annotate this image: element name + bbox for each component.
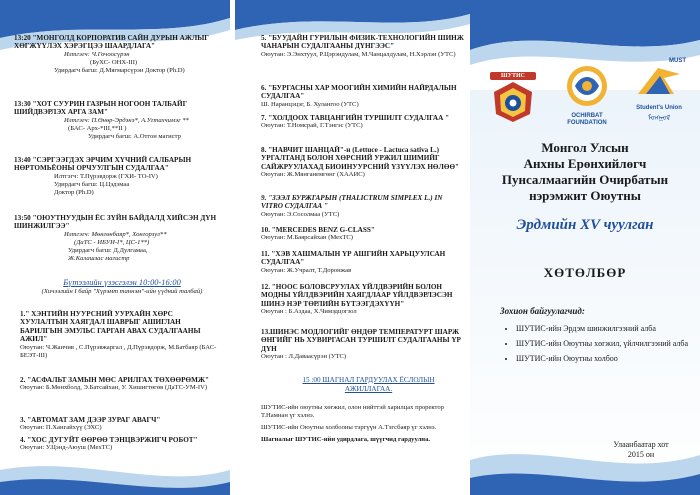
session-3-title: 13:40 "СЭРГЭЭГДЭХ ЭРЧИМ ХҮЧНИЙ САЛБАРЫН НӨРТОМЬЁОНЫ ОРЧУУЛГЫН СУДАЛГАА" bbox=[14, 156, 192, 173]
session-4-title: 13:50 "ОЮУТНУУДЫН ЁС ЗҮЙН БАЙДАЛД ХИЙСЭН ДҮН ШИНЖИЛГЭЭ" bbox=[14, 214, 217, 231]
title-line-3: Пунсалмаагийн Очирбатын bbox=[501, 172, 669, 187]
project-4-students: Оюутан: У.Цэнд-Аюуш (МехТС) bbox=[20, 444, 113, 452]
note-2: ШУТИС-ийн Оюутны холбооны тэргүүн А.Тэгсбаяр үг хэлнэ. bbox=[261, 424, 437, 431]
left-panel bbox=[0, 0, 230, 495]
session-1-org: (БуХС- ОНХ-III) bbox=[90, 58, 138, 66]
project-3 bbox=[20, 416, 222, 432]
organizer-3: • ШУТИС-ийн Оюутны холбоо bbox=[516, 354, 692, 364]
session-4-org: (ДаТС - ИБУИ-I*, ЦС-1**) bbox=[74, 238, 150, 246]
program-heading bbox=[478, 264, 692, 282]
project-13-students: Оюутан : Л.Даваасүрэн (УТС) bbox=[261, 353, 347, 361]
project-2 bbox=[20, 376, 222, 392]
footer bbox=[590, 440, 692, 460]
union-icon bbox=[634, 64, 684, 100]
project-3-students: Оюутан: П.Хангайхүү (ЭХС) bbox=[20, 424, 102, 432]
year: 2015 он bbox=[627, 450, 655, 459]
mongol-script-icon: ᠮᠣᠩᠭᠣᠯ bbox=[647, 114, 671, 122]
session-4-advisor: Удирдагч багш: Д.Дулгамаа, bbox=[68, 246, 148, 254]
session-2-presenter: Илтгэгч: П.Өнөр-Эрдэнэ*, А.Угтахчимэг ** bbox=[64, 116, 189, 124]
project-4-title: 4. "ХОС ДУГУЙТ ӨӨРӨӨ ТЭНЦВЭРЖИГЧ РОБОТ" bbox=[20, 436, 198, 444]
project-5 bbox=[261, 34, 466, 59]
cover-panel bbox=[470, 0, 700, 495]
session-1-presenter: Илтгэгч: Ч.Гочоосүрэн bbox=[64, 50, 130, 58]
project-13 bbox=[261, 328, 466, 361]
organizers bbox=[500, 306, 692, 364]
conference-name: Эрдмийн XV чуулган bbox=[516, 217, 654, 233]
emblem-icon bbox=[490, 80, 536, 124]
project-11-students: Оюутан: Ж.Учралт, Т.Доронжав bbox=[261, 266, 352, 274]
session-4-advisor-2: Ж.Калашзас магистр bbox=[68, 254, 130, 262]
organizer-1: • ШУТИС-ийн Эрдэм шинжилгээний алба bbox=[516, 324, 692, 334]
project-11 bbox=[261, 250, 466, 275]
project-8-students: Оюутан: Ж.Мянганемгөнг (ХААИС) bbox=[261, 171, 365, 179]
project-4 bbox=[20, 436, 222, 452]
project-6-students: Ш. Наранцэцэг, Б. Хулангоо (УТС) bbox=[261, 100, 359, 108]
session-1 bbox=[14, 34, 224, 75]
project-1-title: 1." ХЭНТИЙН НУУРСНИЙ УУРХАЙН ХӨРС ХУУЛАЛТЫН ХАЯГДАЛ ШАВРЫГ АШИГЛАН БАРИЛГЫН ЭМУЛЬС ГАРГАН АВАХ СУДАЛГААНЫ АЖИЛ" bbox=[20, 310, 201, 344]
foundation-icon bbox=[565, 64, 609, 108]
note-3: Шагналыг ШУТИС-ийн удирдлага, шүүгчид гардуулна. bbox=[261, 436, 431, 443]
project-3-title: 3. "АВТОМАТ ЗАМ ДЭЭР ЗУРАГ АВАГЧ" bbox=[20, 416, 161, 424]
title-line-1: Монгол Улсын bbox=[541, 140, 629, 155]
logo-1-label: ШУТИС bbox=[490, 72, 536, 80]
exhibition-heading: Бүтээлийн үзэсгэлэн 10:00-16:00 bbox=[63, 278, 181, 287]
project-10-title: 10. "MERCEDES BENZ G-CLASS" bbox=[261, 226, 375, 234]
session-4-presenter: Илтгэгч: Мөнгөнбаяр*, Хонгорзул** bbox=[64, 230, 167, 238]
award-ceremony bbox=[279, 376, 458, 394]
session-3-degree: Доктор (Ph.D) bbox=[54, 188, 94, 196]
project-1 bbox=[20, 310, 222, 360]
session-2 bbox=[14, 100, 224, 141]
session-3-presenter: Илтгэгч: Т.Пүрэвдорж (ГХИ- ТО-IV) bbox=[54, 172, 158, 180]
project-13-title: 13.ШИНЭС МОДЛОГИЙГ ӨНДӨР ТЕМПЕРАТУРТ ШАРЖ ӨНГИЙГ НЬ ХУВИРГАСАН ТУРШИЛТ СУДАЛГААНЫ ҮР ДҮН bbox=[261, 328, 461, 353]
ochirbat-foundation-logo bbox=[552, 64, 622, 127]
exhibition-block bbox=[20, 278, 224, 296]
exhibition-note: (Хичээлийн I байр "Хүрэмт таннэм"-ийн үүдний талбай) bbox=[41, 288, 203, 295]
session-1-title: 13:20 "МОНГОЛД КОРПОРАТИВ САЙН ДУРЫН АЖЛЫГ ХӨГЖҮҮЛЭХ ХЭРЭГЦЭЭ ШААРДЛАГА" bbox=[14, 34, 209, 51]
project-7 bbox=[261, 114, 466, 130]
project-7-title: 7. "ХОЛДООХ ТАВЦАНГИЙН ТУРШИЛТ СУДАЛГАА " bbox=[261, 114, 450, 122]
project-12 bbox=[261, 283, 466, 316]
note-1: ШУТИС-ийн оюутны хөгжил, олон нийттэй харилцах проректор Т.Намнан үг хэлнэ. bbox=[261, 404, 444, 419]
project-6-title: 6. "БУРГАСНЫ ХАР МООГИЙН ХИМИЙН НАЙРДАЛЫН СУДАЛГАА" bbox=[261, 84, 457, 101]
project-5-title: 5. "БУУДАЙН ГУРИЛЫН ФИЗИК-ТЕХНОЛОГИЙН ШИНЖ ЧАНАРЫН СУДАЛГААНЫ ДҮНГЭЭС" bbox=[261, 34, 464, 51]
project-10 bbox=[261, 226, 466, 242]
organizers-label: Зохион байгуулагчид: bbox=[500, 306, 585, 316]
cover-title bbox=[478, 140, 692, 204]
logo-3-line-2: Student's Union bbox=[636, 105, 682, 111]
project-12-students: Оюутан : Б.Аздаа, Х.Чимэдцогзол bbox=[261, 308, 357, 316]
program-label: ХӨТӨЛБӨР bbox=[543, 265, 627, 280]
project-2-title: 2. "АСФАЛЬТ ЗАМЫН МӨС АРИЛГАХ ТӨХӨӨРӨМЖ" bbox=[20, 376, 209, 384]
project-12-title: 12. "НООС БОЛОВСРУУЛАХ ҮЙЛДВЭРИЙН БОЛОН МОДНЫ ҮЙЛДВЭРИЙН ХАЯГДЛААР ҮЙЛДВЭРЛЭСЭН ШИНЭ НЭР ТӨРЛИЙН БҮТЭЭГДЭХҮҮН" bbox=[261, 283, 453, 308]
session-1-advisor: Удирдагч багш: Д.Мягмарсүрэн Доктор (Ph.D) bbox=[54, 66, 185, 74]
project-8 bbox=[261, 146, 466, 179]
students-union-logo bbox=[624, 58, 694, 123]
organizer-2: • ШУТИС-ийн Оюутны хөгжил, үйлчилгээний алба bbox=[516, 339, 692, 349]
session-2-advisor: Удирдагч багш: А.Отгон магистр bbox=[88, 132, 181, 140]
session-3 bbox=[14, 156, 224, 197]
award-heading: 15 :00 ШАГНАЛ ГАРДУУЛАХ ЁСЛОЛЫН АЖИЛЛАГАА. bbox=[302, 376, 435, 393]
project-7-students: Оюутан: Т.Номсрай, Г.Тэнгэс (УТС) bbox=[261, 122, 363, 130]
city: Улаанбаатар хот bbox=[613, 440, 669, 449]
project-9-title: 9. "ЗЭЭЛ БУРЖГАРЫН (THALICTRUM SIMPLEX L.) IN VITRO СУДАЛГАА " bbox=[261, 194, 443, 211]
title-line-4: нэрэмжит Оюутны bbox=[529, 188, 641, 203]
logo-2-line-1: OCHIRBAT bbox=[571, 113, 603, 119]
project-9 bbox=[261, 194, 466, 219]
project-10-students: Оюутан: М.Баярсайхан (МехТС) bbox=[261, 234, 353, 242]
session-2-title: 13:30 "ХОТ СУУРИН ГАЗРЫН НОГООН ТАЛБАЙГ ШИЙДВЭРЛЭХ АРГА ЗАМ" bbox=[14, 100, 188, 117]
logo-2-line-2: FOUNDATION bbox=[567, 120, 607, 126]
project-11-title: 11. "ХЭВ ХАШМАЛЫН ҮР АШГИЙН ХАРЬЦУУЛСАН СУДАЛГАА" bbox=[261, 250, 446, 267]
must-emblem bbox=[490, 72, 536, 129]
project-1-students: Оюутан: Ч.Жанчив , С.Пүрэвжаргал , Д.Пүрэвдорж, М.Батбаяр (БАС-БЕЭТ-III) bbox=[20, 343, 217, 359]
project-2-students: Оюутан: Б.Мөнхболд, Э.Батсайхан, У. Хишигтөгөв (ДаТС-УМ-IV) bbox=[20, 384, 208, 392]
conference-title bbox=[478, 216, 692, 234]
logo-3-line-1: MUST bbox=[669, 58, 686, 64]
title-line-2: Анхны Ерөнхийлөгч bbox=[523, 156, 647, 171]
session-3-advisor: Удирдагч багш: Ц.Цэдэмаа bbox=[54, 180, 130, 188]
project-6 bbox=[261, 84, 466, 109]
session-4 bbox=[14, 214, 224, 263]
middle-panel bbox=[235, 0, 470, 495]
session-2-org: (БАС- Арх-*III,**II ) bbox=[68, 124, 127, 132]
project-9-students: Оюутан: Э.Сосолмаа (УТС) bbox=[261, 210, 340, 218]
project-5-students: Оюутан: Э.Энхтуул, Р.Цэрэндулам, М.Чанцалдулам, Н.Хэрлэн (УТС) bbox=[261, 50, 456, 58]
ceremony-notes bbox=[261, 404, 464, 444]
project-8-title: 8. "НАВЧИТ ШАНЦАЙ"-н (Lettuce - Lactuca sativa L.) УРГАЛТАНД БОЛОН ХӨРСНИЙ УРЖИЛ ШИМИЙГ САЙЖРУУЛАХАД БИОИНУУРСНИЙ ҮЗҮҮЛЭХ НӨЛӨӨ" bbox=[261, 146, 460, 171]
